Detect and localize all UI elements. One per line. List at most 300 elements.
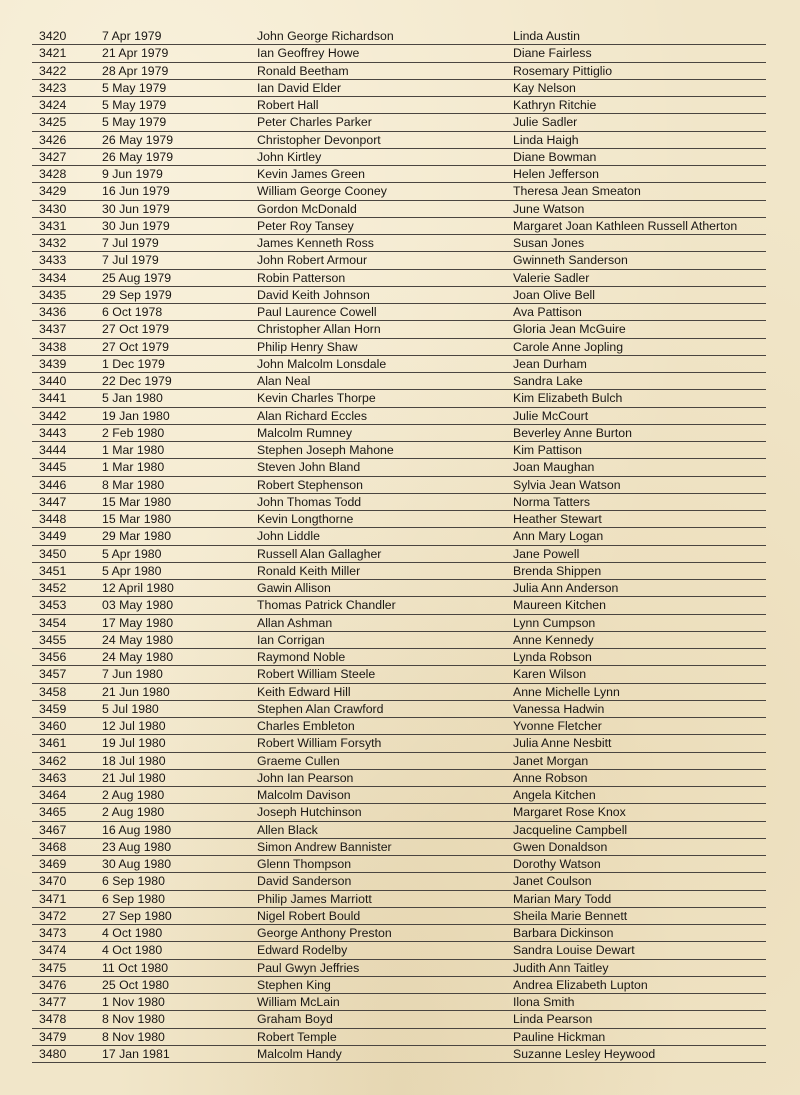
groom-name: William George Cooney — [257, 184, 387, 199]
entry-number: 3458 — [39, 684, 67, 699]
marriage-date: 8 Nov 1980 — [102, 1012, 165, 1027]
table-row — [32, 856, 766, 873]
marriage-date: 8 Mar 1980 — [102, 477, 165, 492]
marriage-date: 7 Jul 1979 — [102, 253, 159, 268]
table-row — [32, 408, 766, 425]
entry-number: 3468 — [39, 839, 67, 854]
groom-name: John Kirtley — [257, 149, 322, 164]
table-row — [32, 1046, 766, 1063]
entry-number: 3438 — [39, 339, 67, 354]
bride-name: Judith Ann Taitley — [513, 960, 609, 975]
entry-number: 3447 — [39, 494, 67, 509]
table-row — [32, 63, 766, 80]
groom-name: John Ian Pearson — [257, 770, 354, 785]
bride-name: Dorothy Watson — [513, 857, 601, 871]
bride-name: Angela Kitchen — [513, 788, 596, 802]
bride-name: Linda Pearson — [513, 1012, 593, 1027]
entry-number: 3432 — [39, 236, 67, 250]
table-row — [32, 839, 766, 856]
table-row — [32, 735, 766, 752]
bride-name: June Watson — [513, 201, 585, 216]
groom-name: Gawin Allison — [257, 581, 331, 595]
entry-number: 3445 — [39, 460, 67, 475]
bride-name: Sandra Lake — [513, 374, 583, 388]
marriage-date: 6 Sep 1980 — [102, 891, 165, 906]
entry-number: 3428 — [39, 167, 67, 181]
entry-number: 3470 — [39, 874, 67, 889]
table-row — [32, 235, 766, 252]
table-row — [32, 908, 766, 925]
entry-number: 3460 — [39, 719, 67, 733]
table-row — [32, 615, 766, 632]
entry-number: 3423 — [39, 80, 67, 95]
marriage-date: 2 Aug 1980 — [102, 805, 165, 820]
entry-number: 3437 — [39, 322, 67, 337]
entry-number: 3427 — [39, 149, 67, 164]
marriage-date: 11 Oct 1980 — [102, 960, 169, 975]
groom-name: Ronald Beetham — [257, 63, 349, 78]
bride-name: Ava Pattison — [513, 305, 582, 319]
marriage-date: 7 Apr 1979 — [102, 29, 162, 43]
groom-name: John George Richardson — [257, 29, 394, 43]
bride-name: Kay Nelson — [513, 80, 576, 95]
groom-name: Peter Roy Tansey — [257, 218, 354, 233]
marriage-date: 15 Mar 1980 — [102, 494, 172, 509]
table-row — [32, 753, 766, 770]
entry-number: 3454 — [39, 615, 67, 630]
bride-name: Gwen Donaldson — [513, 839, 608, 854]
marriage-date: 2 Aug 1980 — [102, 788, 165, 802]
table-row — [32, 442, 766, 459]
bride-name: Norma Tatters — [513, 494, 590, 509]
table-row — [32, 511, 766, 528]
entry-number: 3426 — [39, 132, 67, 147]
bride-name: Andrea Elizabeth Lupton — [513, 977, 648, 992]
bride-name: Anne Kennedy — [513, 632, 594, 647]
groom-name: Ronald Keith Miller — [257, 563, 361, 578]
groom-name: David Keith Johnson — [257, 287, 370, 302]
groom-name: Glenn Thompson — [257, 857, 352, 871]
bride-name: Linda Austin — [513, 29, 581, 43]
bride-name: Lynn Cumpson — [513, 615, 596, 630]
entry-number: 3450 — [39, 546, 67, 561]
bride-name: Anne Michelle Lynn — [513, 684, 620, 699]
table-row — [32, 942, 766, 959]
entry-number: 3443 — [39, 425, 67, 440]
marriage-date: 1 Mar 1980 — [102, 460, 165, 475]
groom-name: Allen Black — [257, 822, 318, 837]
table-row — [32, 477, 766, 494]
marriage-date: 15 Mar 1980 — [102, 512, 172, 526]
groom-name: James Kenneth Ross — [257, 236, 374, 250]
entry-number: 3422 — [39, 63, 67, 78]
marriage-date: 24 May 1980 — [102, 650, 174, 664]
marriage-date: 30 Aug 1980 — [102, 857, 172, 871]
entry-number: 3431 — [39, 218, 67, 233]
marriage-date: 2 Feb 1980 — [102, 425, 165, 440]
marriage-date: 7 Jul 1979 — [102, 236, 159, 250]
groom-name: Steven John Bland — [257, 460, 361, 475]
entry-number: 3459 — [39, 701, 67, 716]
entry-number: 3480 — [39, 1046, 67, 1061]
marriage-date: 21 Jul 1980 — [102, 770, 166, 785]
bride-name: Kathryn Ritchie — [513, 98, 597, 112]
marriage-date: 12 April 1980 — [102, 581, 174, 595]
table-row — [32, 114, 766, 131]
bride-name: Gwinneth Sanderson — [513, 253, 628, 268]
groom-name: David Sanderson — [257, 874, 352, 889]
marriage-date: 25 Aug 1979 — [102, 270, 172, 285]
entry-number: 3435 — [39, 287, 67, 302]
marriage-date: 27 Sep 1980 — [102, 908, 172, 923]
marriage-date: 25 Oct 1980 — [102, 977, 169, 992]
bride-name: Barbara Dickinson — [513, 926, 614, 940]
entry-number: 3433 — [39, 253, 67, 268]
groom-name: William McLain — [257, 995, 340, 1009]
marriage-date: 18 Jul 1980 — [102, 753, 166, 768]
groom-name: Simon Andrew Bannister — [257, 839, 392, 854]
marriage-date: 5 Apr 1980 — [102, 546, 162, 561]
marriage-date: 5 Jan 1980 — [102, 391, 163, 406]
marriage-date: 24 May 1980 — [102, 632, 174, 647]
entry-number: 3462 — [39, 753, 67, 768]
entry-number: 3469 — [39, 857, 67, 871]
table-row — [32, 373, 766, 390]
table-row — [32, 925, 766, 942]
marriage-date: 19 Jul 1980 — [102, 736, 166, 751]
groom-name: Peter Charles Parker — [257, 115, 372, 130]
groom-name: Paul Laurence Cowell — [257, 305, 377, 319]
marriage-date: 5 Jul 1980 — [102, 701, 159, 716]
marriage-date: 16 Jun 1979 — [102, 184, 170, 199]
entry-number: 3474 — [39, 943, 67, 958]
bride-name: Jane Powell — [513, 546, 580, 561]
entry-number: 3434 — [39, 270, 67, 285]
entry-number: 3455 — [39, 632, 67, 647]
entry-number: 3479 — [39, 1029, 67, 1044]
marriage-date: 21 Apr 1979 — [102, 46, 169, 61]
bride-name: Sylvia Jean Watson — [513, 477, 621, 492]
table-row — [32, 718, 766, 735]
groom-name: Graeme Cullen — [257, 753, 340, 768]
table-row — [32, 356, 766, 373]
entry-number: 3465 — [39, 805, 67, 820]
table-row — [32, 960, 766, 977]
entry-number: 3436 — [39, 305, 67, 319]
entry-number: 3463 — [39, 770, 67, 785]
marriage-date: 29 Sep 1979 — [102, 287, 172, 302]
groom-name: Malcolm Davison — [257, 788, 351, 802]
bride-name: Julia Anne Nesbitt — [513, 736, 612, 751]
bride-name: Kim Elizabeth Bulch — [513, 391, 623, 406]
table-row — [32, 390, 766, 407]
bride-name: Jacqueline Campbell — [513, 822, 628, 837]
table-row — [32, 528, 766, 545]
bride-name: Diane Bowman — [513, 149, 597, 164]
groom-name: Joseph Hutchinson — [257, 805, 362, 820]
table-row — [32, 304, 766, 321]
entry-number: 3425 — [39, 115, 67, 130]
entry-number: 3451 — [39, 563, 67, 578]
marriage-date: 27 Oct 1979 — [102, 322, 169, 337]
bride-name: Ilona Smith — [513, 995, 575, 1009]
bride-name: Valerie Sadler — [513, 270, 590, 285]
table-row — [32, 597, 766, 614]
entry-number: 3457 — [39, 667, 67, 682]
bride-name: Susan Jones — [513, 236, 585, 250]
entry-number: 3430 — [39, 201, 67, 216]
bride-name: Maureen Kitchen — [513, 598, 606, 613]
marriage-date: 28 Apr 1979 — [102, 63, 169, 78]
bride-name: Janet Morgan — [513, 753, 589, 768]
bride-name: Vanessa Hadwin — [513, 701, 605, 716]
groom-name: Robin Patterson — [257, 270, 346, 285]
groom-name: Robert Hall — [257, 98, 319, 112]
bride-name: Sandra Louise Dewart — [513, 943, 635, 958]
entry-number: 3421 — [39, 46, 67, 61]
table-row — [32, 684, 766, 701]
groom-name: Alan Neal — [257, 374, 311, 388]
groom-name: Philip Henry Shaw — [257, 339, 358, 354]
table-row — [32, 822, 766, 839]
bride-name: Julia Ann Anderson — [513, 581, 619, 595]
table-row — [32, 701, 766, 718]
groom-name: Thomas Patrick Chandler — [257, 598, 396, 613]
bride-name: Pauline Hickman — [513, 1029, 606, 1044]
marriage-date: 6 Sep 1980 — [102, 874, 165, 889]
entry-number: 3439 — [39, 356, 67, 371]
bride-name: Julie McCourt — [513, 408, 589, 423]
table-row — [32, 891, 766, 908]
entry-number: 3453 — [39, 598, 67, 613]
bride-name: Karen Wilson — [513, 667, 587, 682]
bride-name: Gloria Jean McGuire — [513, 322, 626, 337]
marriage-date: 23 Aug 1980 — [102, 839, 172, 854]
groom-name: Malcolm Rumney — [257, 425, 352, 440]
marriage-date: 17 Jan 1981 — [102, 1046, 170, 1061]
table-row — [32, 149, 766, 166]
groom-name: Stephen King — [257, 977, 331, 992]
table-row — [32, 666, 766, 683]
entry-number: 3452 — [39, 581, 67, 595]
entry-number: 3478 — [39, 1012, 67, 1027]
bride-name: Janet Coulson — [513, 874, 592, 889]
groom-name: John Liddle — [257, 529, 320, 544]
groom-name: George Anthony Preston — [257, 926, 392, 940]
marriage-date: 30 Jun 1979 — [102, 201, 170, 216]
marriage-date: 29 Mar 1980 — [102, 529, 172, 544]
bride-name: Helen Jefferson — [513, 167, 599, 181]
marriage-date: 7 Jun 1980 — [102, 667, 163, 682]
bride-name: Anne Robson — [513, 770, 588, 785]
groom-name: Graham Boyd — [257, 1012, 333, 1027]
bride-name: Margaret Joan Kathleen Russell Atherton — [513, 218, 738, 233]
bride-name: Linda Haigh — [513, 132, 579, 147]
table-row — [32, 804, 766, 821]
bride-name: Beverley Anne Burton — [513, 425, 632, 440]
bride-name: Margaret Rose Knox — [513, 805, 626, 820]
table-row — [32, 218, 766, 235]
groom-name: Ian Corrigan — [257, 632, 325, 647]
marriage-date: 1 Nov 1980 — [102, 995, 165, 1009]
entry-number: 3448 — [39, 512, 67, 526]
bride-name: Rosemary Pittiglio — [513, 63, 613, 78]
bride-name: Marian Mary Todd — [513, 891, 612, 906]
entry-number: 3424 — [39, 98, 67, 112]
groom-name: Stephen Joseph Mahone — [257, 443, 394, 457]
marriage-date: 12 Jul 1980 — [102, 719, 166, 733]
table-row — [32, 97, 766, 114]
table-row — [32, 563, 766, 580]
groom-name: Raymond Noble — [257, 650, 346, 664]
entry-number: 3476 — [39, 977, 67, 992]
marriage-date: 17 May 1980 — [102, 615, 174, 630]
table-row — [32, 339, 766, 356]
groom-name: Kevin James Green — [257, 167, 365, 181]
entry-number: 3441 — [39, 391, 67, 406]
table-row — [32, 632, 766, 649]
bride-name: Heather Stewart — [513, 512, 602, 526]
marriage-date: 5 Apr 1980 — [102, 563, 162, 578]
entry-number: 3429 — [39, 184, 67, 199]
groom-name: Ian Geoffrey Howe — [257, 46, 360, 61]
table-row — [32, 45, 766, 62]
entry-number: 3464 — [39, 788, 67, 802]
table-row — [32, 425, 766, 442]
entry-number: 3444 — [39, 443, 67, 457]
table-row — [32, 649, 766, 666]
marriage-date: 19 Jan 1980 — [102, 408, 170, 423]
table-row — [32, 201, 766, 218]
table-row — [32, 270, 766, 287]
groom-name: Christopher Devonport — [257, 132, 381, 147]
marriage-date: 16 Aug 1980 — [102, 822, 172, 837]
groom-name: Ian David Elder — [257, 80, 342, 95]
marriage-date: 4 Oct 1980 — [102, 926, 163, 940]
marriage-date: 22 Dec 1979 — [102, 374, 172, 388]
bride-name: Yvonne Fletcher — [513, 719, 602, 733]
entry-number: 3472 — [39, 908, 67, 923]
table-row — [32, 183, 766, 200]
marriage-date: 5 May 1979 — [102, 98, 167, 112]
bride-name: Julie Sadler — [513, 115, 578, 130]
marriage-date: 03 May 1980 — [102, 598, 174, 613]
bride-name: Brenda Shippen — [513, 563, 602, 578]
entry-number: 3420 — [39, 29, 67, 43]
table-row — [32, 1029, 766, 1046]
bride-name: Joan Maughan — [513, 460, 595, 475]
table-row — [32, 1011, 766, 1028]
groom-name: Philip James Marriott — [257, 891, 372, 906]
groom-name: John Thomas Todd — [257, 494, 362, 509]
table-row — [32, 166, 766, 183]
table-row — [32, 459, 766, 476]
groom-name: Robert Temple — [257, 1029, 337, 1044]
groom-name: Russell Alan Gallagher — [257, 546, 382, 561]
entry-number: 3446 — [39, 477, 67, 492]
bride-name: Carole Anne Jopling — [513, 339, 624, 354]
groom-name: Kevin Charles Thorpe — [257, 391, 376, 406]
groom-name: Christopher Allan Horn — [257, 322, 381, 337]
table-row — [32, 770, 766, 787]
groom-name: Alan Richard Eccles — [257, 408, 368, 423]
marriage-date: 8 Nov 1980 — [102, 1029, 165, 1044]
groom-name: Keith Edward Hill — [257, 684, 351, 699]
entry-number: 3471 — [39, 891, 67, 906]
groom-name: Charles Embleton — [257, 719, 355, 733]
table-row — [32, 873, 766, 890]
table-row — [32, 580, 766, 597]
groom-name: Allan Ashman — [257, 615, 333, 630]
entry-number: 3456 — [39, 650, 67, 664]
entry-number: 3473 — [39, 926, 67, 940]
groom-name: Kevin Longthorne — [257, 512, 354, 526]
entry-number: 3475 — [39, 960, 67, 975]
entry-number: 3477 — [39, 995, 67, 1009]
groom-name: Stephen Alan Crawford — [257, 701, 384, 716]
table-row — [32, 132, 766, 149]
marriage-date: 9 Jun 1979 — [102, 167, 163, 181]
bride-name: Kim Pattison — [513, 443, 583, 457]
groom-name: Malcolm Handy — [257, 1046, 342, 1061]
table-row — [32, 80, 766, 97]
groom-name: John Robert Armour — [257, 253, 368, 268]
entry-number: 3440 — [39, 374, 67, 388]
marriage-date: 21 Jun 1980 — [102, 684, 170, 699]
bride-name: Diane Fairless — [513, 46, 592, 61]
bride-name: Theresa Jean Smeaton — [513, 184, 641, 199]
bride-name: Sheila Marie Bennett — [513, 908, 628, 923]
bride-name: Ann Mary Logan — [513, 529, 604, 544]
marriage-date: 26 May 1979 — [102, 132, 174, 147]
bride-name: Joan Olive Bell — [513, 287, 596, 302]
marriage-date: 1 Mar 1980 — [102, 443, 165, 457]
bride-name: Suzanne Lesley Heywood — [513, 1046, 656, 1061]
marriage-date: 5 May 1979 — [102, 80, 167, 95]
marriage-date: 6 Oct 1978 — [102, 305, 163, 319]
marriage-date: 5 May 1979 — [102, 115, 167, 130]
bride-name: Jean Durham — [513, 356, 587, 371]
entry-number: 3467 — [39, 822, 67, 837]
marriage-date: 1 Dec 1979 — [102, 356, 165, 371]
table-row — [32, 28, 766, 45]
groom-name: Robert Stephenson — [257, 477, 363, 492]
table-row — [32, 252, 766, 269]
groom-name: Robert William Steele — [257, 667, 376, 682]
groom-name: Gordon McDonald — [257, 201, 357, 216]
marriage-date: 4 Oct 1980 — [102, 943, 163, 958]
entry-number: 3449 — [39, 529, 67, 544]
bride-name: Lynda Robson — [513, 650, 592, 664]
groom-name: Edward Rodelby — [257, 943, 348, 958]
marriage-register-table — [32, 28, 766, 1063]
entry-number: 3461 — [39, 736, 67, 751]
table-row — [32, 287, 766, 304]
table-row — [32, 494, 766, 511]
marriage-date: 27 Oct 1979 — [102, 339, 169, 354]
groom-name: Nigel Robert Bould — [257, 908, 361, 923]
groom-name: John Malcolm Lonsdale — [257, 356, 387, 371]
table-row — [32, 977, 766, 994]
groom-name: Robert William Forsyth — [257, 736, 382, 751]
table-row — [32, 546, 766, 563]
table-row — [32, 787, 766, 804]
entry-number: 3442 — [39, 408, 67, 423]
table-row — [32, 321, 766, 338]
marriage-date: 30 Jun 1979 — [102, 218, 170, 233]
groom-name: Paul Gwyn Jeffries — [257, 960, 360, 975]
marriage-date: 26 May 1979 — [102, 149, 174, 164]
